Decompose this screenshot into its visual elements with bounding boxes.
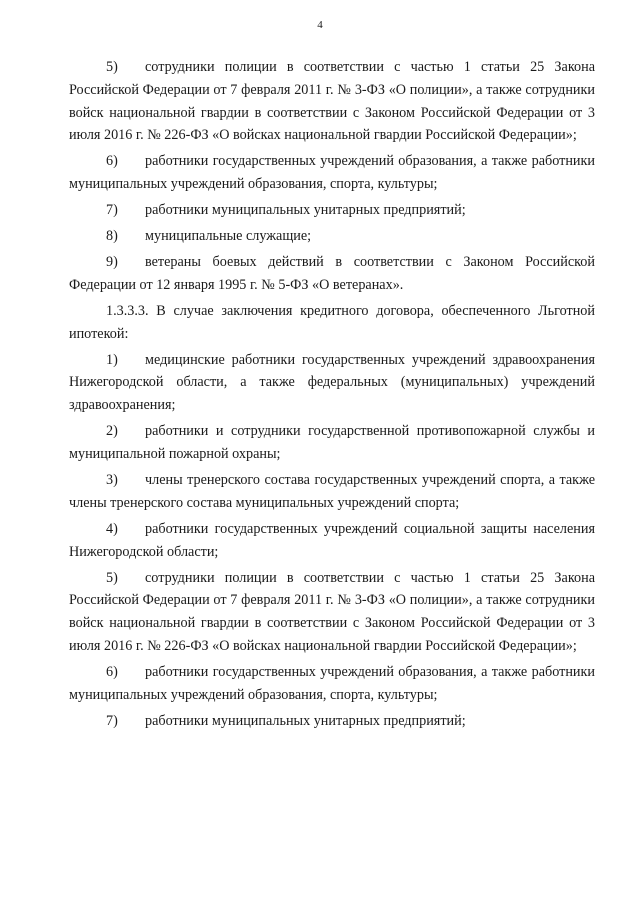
- clause-paragraph: 1.3.3.3. В случае заключения кредитного договора, обеспеченного Льготной ипотекой:: [69, 302, 595, 342]
- list-item: [69, 56, 595, 147]
- list-item: [69, 199, 595, 222]
- list-item: [69, 349, 595, 417]
- item-number: 5): [106, 569, 118, 586]
- item-number: 7): [106, 202, 118, 219]
- list-item: [69, 150, 595, 196]
- item-number: 8): [106, 228, 118, 245]
- list-item: [69, 225, 595, 248]
- item-text: работники государственных учреждений образования, а также работники муниципальных учреждений образования, спорта, культуры;: [69, 663, 595, 703]
- list-item: [69, 710, 595, 733]
- item-number: 6): [106, 153, 118, 170]
- document-body: [69, 56, 595, 736]
- item-text: работники муниципальных унитарных предприятий;: [145, 712, 466, 729]
- item-number: 5): [106, 59, 118, 75]
- item-text: работники государственных учреждений социальной защиты населения Нижегородской области;: [69, 520, 595, 560]
- list-item: [69, 518, 595, 564]
- item-number: 7): [106, 712, 118, 729]
- list-item: [69, 469, 595, 515]
- item-number: 3): [106, 472, 118, 489]
- item-text: работники и сотрудники государственной противопожарной службы и муниципальной пожарной охраны;: [69, 423, 595, 463]
- page-number: 4: [317, 19, 323, 31]
- item-text: работники государственных учреждений образования, а также работники муниципальных учреждений образования, спорта, культуры;: [69, 153, 595, 193]
- item-text: ветераны боевых действий в соответствии с Законом Российской Федерации от 12 января 1995 г. № 5-ФЗ «О ветеранах».: [69, 254, 595, 293]
- list-item: [69, 420, 595, 466]
- list-item: [69, 567, 595, 658]
- item-number: 4): [106, 520, 118, 537]
- item-number: 2): [106, 423, 118, 440]
- item-text: медицинские работники государственных учреждений здравоохранения Нижегородской области, а также федеральных (муниципальных) учреждений здравоохранения;: [69, 351, 595, 414]
- list-item: [69, 251, 595, 297]
- list-item: [69, 661, 595, 707]
- item-number: 9): [106, 254, 118, 271]
- item-text: муниципальные служащие;: [145, 228, 312, 245]
- item-number: 1): [106, 351, 118, 368]
- item-text: сотрудники полиции в соответствии с частью 1 статьи 25 Закона Российской Федерации от 7 февраля 2011 г. № 3-ФЗ «О полиции», а также сотрудники войск национальной гвардии в соответствии с Законом Российской Федерации от 3 июля 2016 г. № 226-ФЗ «О войсках национальной гвардии Российской Федерации»;: [69, 569, 595, 654]
- item-text: работники муниципальных унитарных предприятий;: [145, 202, 466, 219]
- item-number: 6): [106, 663, 118, 680]
- item-text: члены тренерского состава государственных учреждений спорта, а также члены тренерского состава муниципальных учреждений спорта;: [69, 472, 595, 511]
- item-text: сотрудники полиции в соответствии с частью 1 статьи 25 Закона Российской Федерации от 7 февраля 2011 г. № 3-ФЗ «О полиции», а также сотрудники войск национальной гвардии в соответствии с Законом Российской Федерации от 3 июля 2016 г. № 226-ФЗ «О войсках национальной гвардии Российской Федерации»;: [69, 59, 595, 144]
